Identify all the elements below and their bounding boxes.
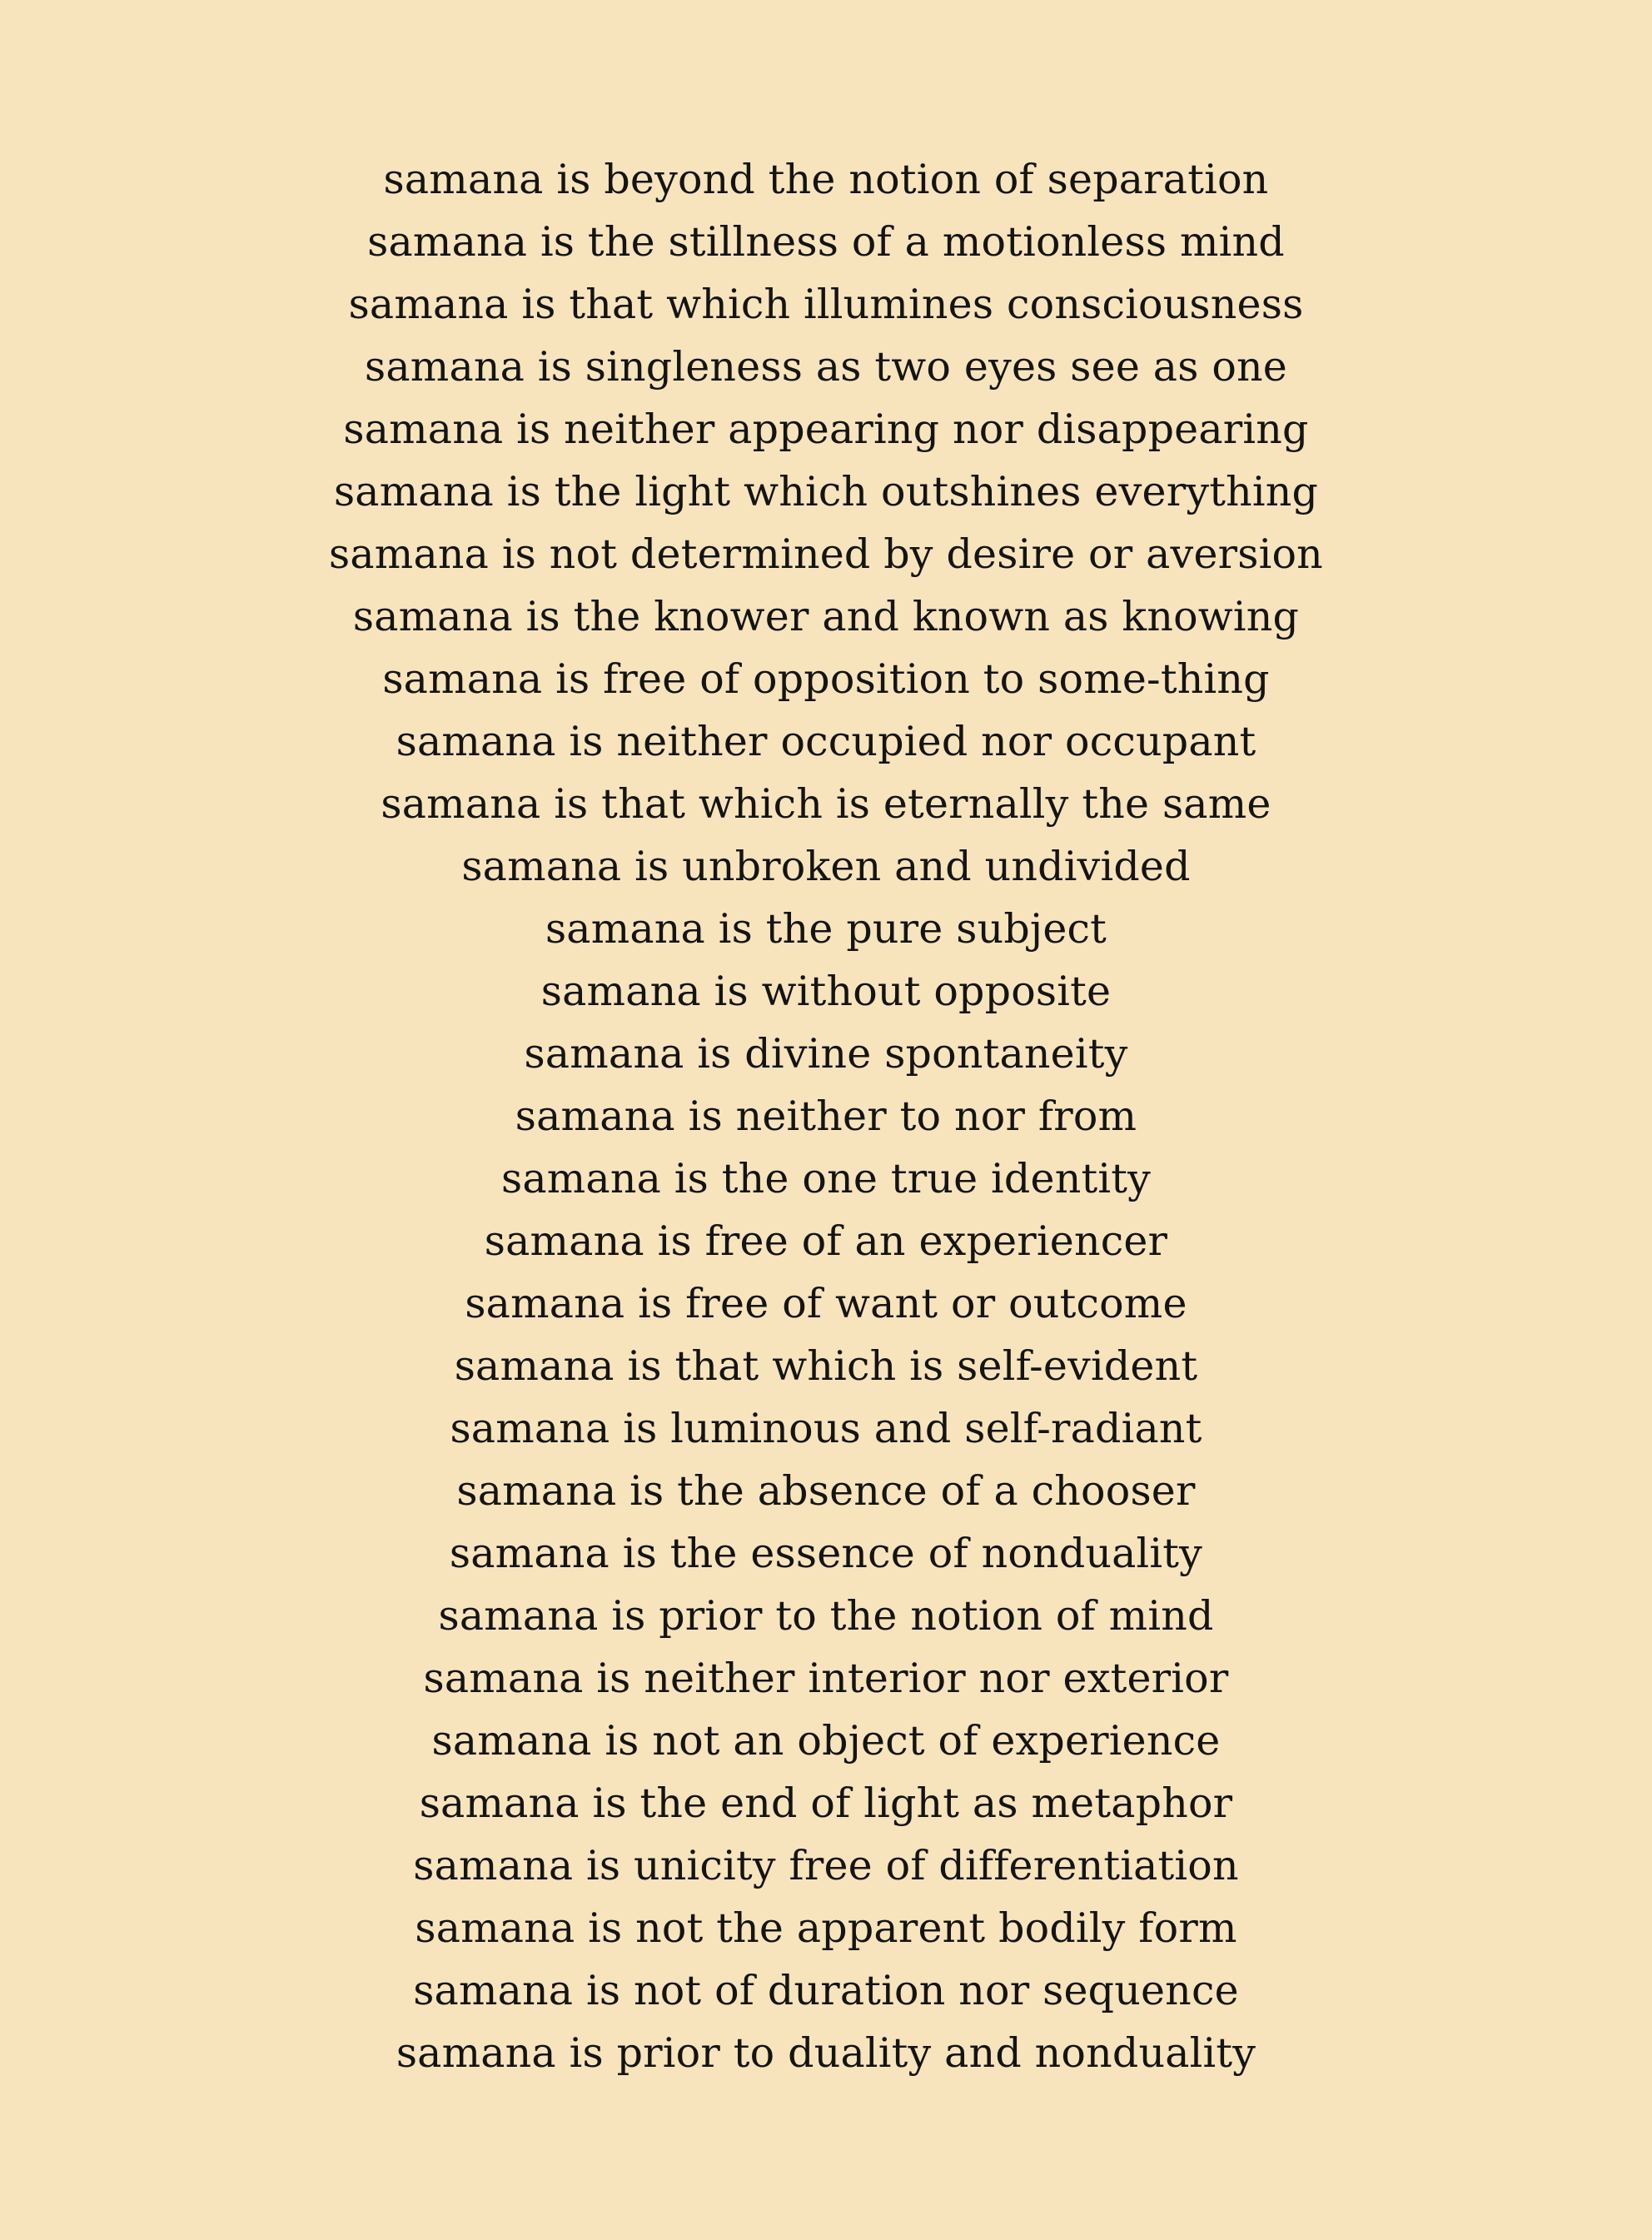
poem-line: samana is prior to the notion of mind [438,1592,1214,1640]
poem-line: samana is that which is eternally the same [381,780,1271,828]
poem-line: samana is that which is self-evident [454,1342,1198,1390]
poem-line: samana is beyond the notion of separation [383,156,1269,203]
poem-line: samana is singleness as two eyes see as one [365,343,1287,391]
poem-line: samana is luminous and self-radiant [450,1405,1202,1452]
poem-line: samana is unicity free of differentiation [413,1842,1239,1889]
poem-line: samana is divine spontaneity [524,1030,1128,1078]
poem-line: samana is neither to nor from [515,1093,1137,1140]
poem-line: samana is not an object of experience [431,1717,1221,1765]
poem-line: samana is the essence of nonduality [449,1530,1203,1577]
poem-line: samana is prior to duality and nonduality [396,2029,1256,2077]
poem-line: samana is free of want or outcome [465,1280,1187,1327]
poem-line: samana is the absence of a chooser [456,1467,1196,1515]
poem-line: samana is the one true identity [500,1155,1151,1202]
poem-line: samana is neither occupied nor occupant [396,718,1256,765]
poem-line: samana is the light which outshines everything [333,468,1319,515]
poem-line: samana is free of opposition to some-thing [382,655,1270,703]
poem-line: samana is not of duration nor sequence [413,1967,1239,2014]
poem-line: samana is unbroken and undivided [461,843,1191,890]
poem-line: samana is not determined by desire or aversion [329,530,1323,578]
poem-line: samana is free of an experiencer [484,1217,1168,1265]
poem-line: samana is the knower and known as knowing [352,593,1300,640]
poem-line: samana is not the apparent bodily form [415,1904,1237,1952]
poem-line: samana is neither interior nor exterior [423,1655,1229,1702]
poem-line: samana is that which illumines consciousness [348,281,1304,328]
poem-line: samana is the stillness of a motionless mind [367,218,1285,266]
poem-line: samana is without opposite [540,968,1112,1015]
poem-line: samana is neither appearing nor disappearing [343,406,1309,453]
poem-line: samana is the end of light as metaphor [419,1780,1233,1827]
poem-line: samana is the pure subject [545,905,1107,953]
poem [0,148,1652,2084]
